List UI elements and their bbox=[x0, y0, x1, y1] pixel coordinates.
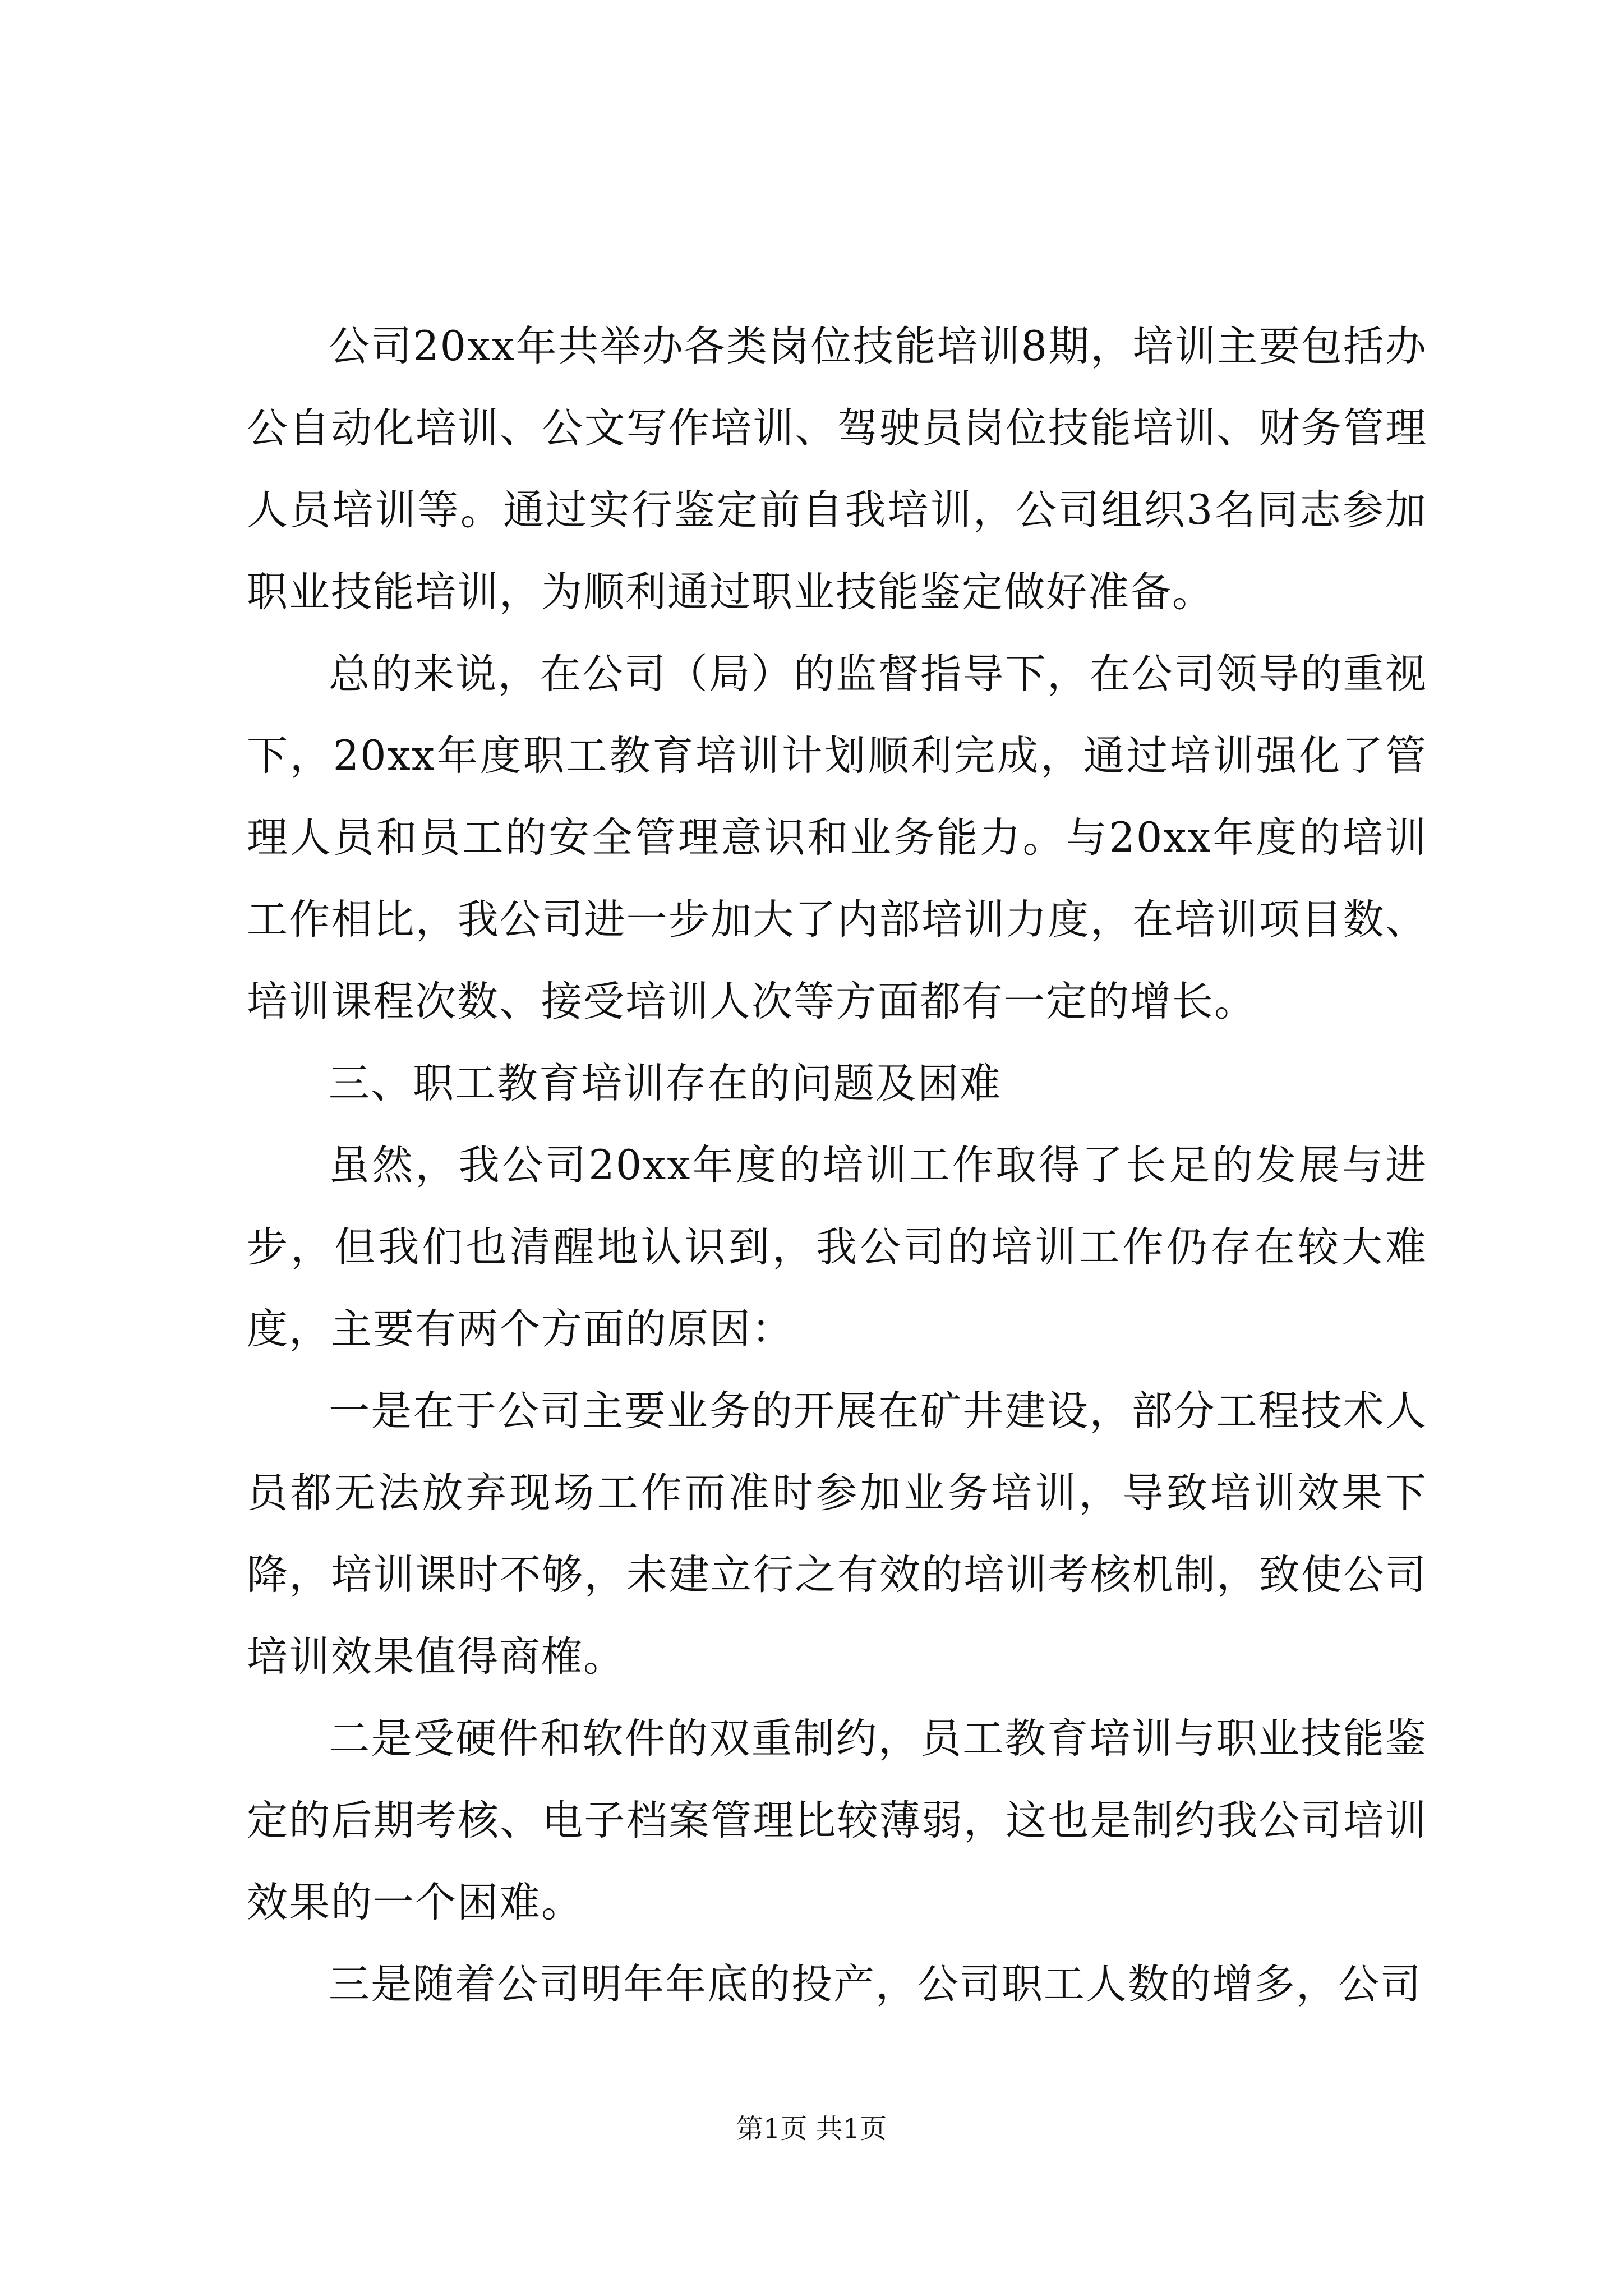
paragraph-reason-three: 三是随着公司明年年底的投产，公司职工人数的增多，公司 bbox=[329, 1961, 1422, 2008]
page-number-label: 第1页 共1页 bbox=[736, 2113, 887, 2145]
paragraph-training-summary: 公司20xx年共举办各类岗位技能培训8期，培训主要包括办公自动化培训、公文写作培训、驾驶员岗位技能培训、财务管理人员培训等。通过实行鉴定前自我培训，公司组织3名同志参加职业技能培训，为顺利通过职业技能鉴定做好准备。 bbox=[247, 323, 1427, 616]
page-footer bbox=[0, 2112, 1623, 2146]
paragraph-reason-two: 二是受硬件和软件的双重制约，员工教育培训与职业技能鉴定的后期考核、电子档案管理比较薄弱，这也是制约我公司培训效果的一个困难。 bbox=[247, 1715, 1427, 1926]
document-body bbox=[247, 306, 1427, 2026]
paragraph-reason-one: 一是在于公司主要业务的开展在矿井建设，部分工程技术人员都无法放弃现场工作而准时参加业务培训，导致培训效果下降，培训课时不够，未建立行之有效的培训考核机制，致使公司培训效果值得商榷。 bbox=[247, 1387, 1427, 1681]
paragraph-problems-intro: 虽然，我公司20xx年度的培训工作取得了长足的发展与进步，但我们也清醒地认识到，我公司的培训工作仍存在较大难度，主要有两个方面的原因： bbox=[247, 1142, 1427, 1353]
section-heading-problems: 三、职工教育培训存在的问题及困难 bbox=[329, 1060, 1002, 1107]
paragraph-overall-conclusion: 总的来说，在公司（局）的监督指导下，在公司领导的重视下，20xx年度职工教育培训计划顺利完成，通过培训强化了管理人员和员工的安全管理意识和业务能力。与20xx年度的培训工作相比，我公司进一步加大了内部培训力度，在培训项目数、培训课程次数、接受培训人次等方面都有一定的增长。 bbox=[247, 650, 1427, 1025]
